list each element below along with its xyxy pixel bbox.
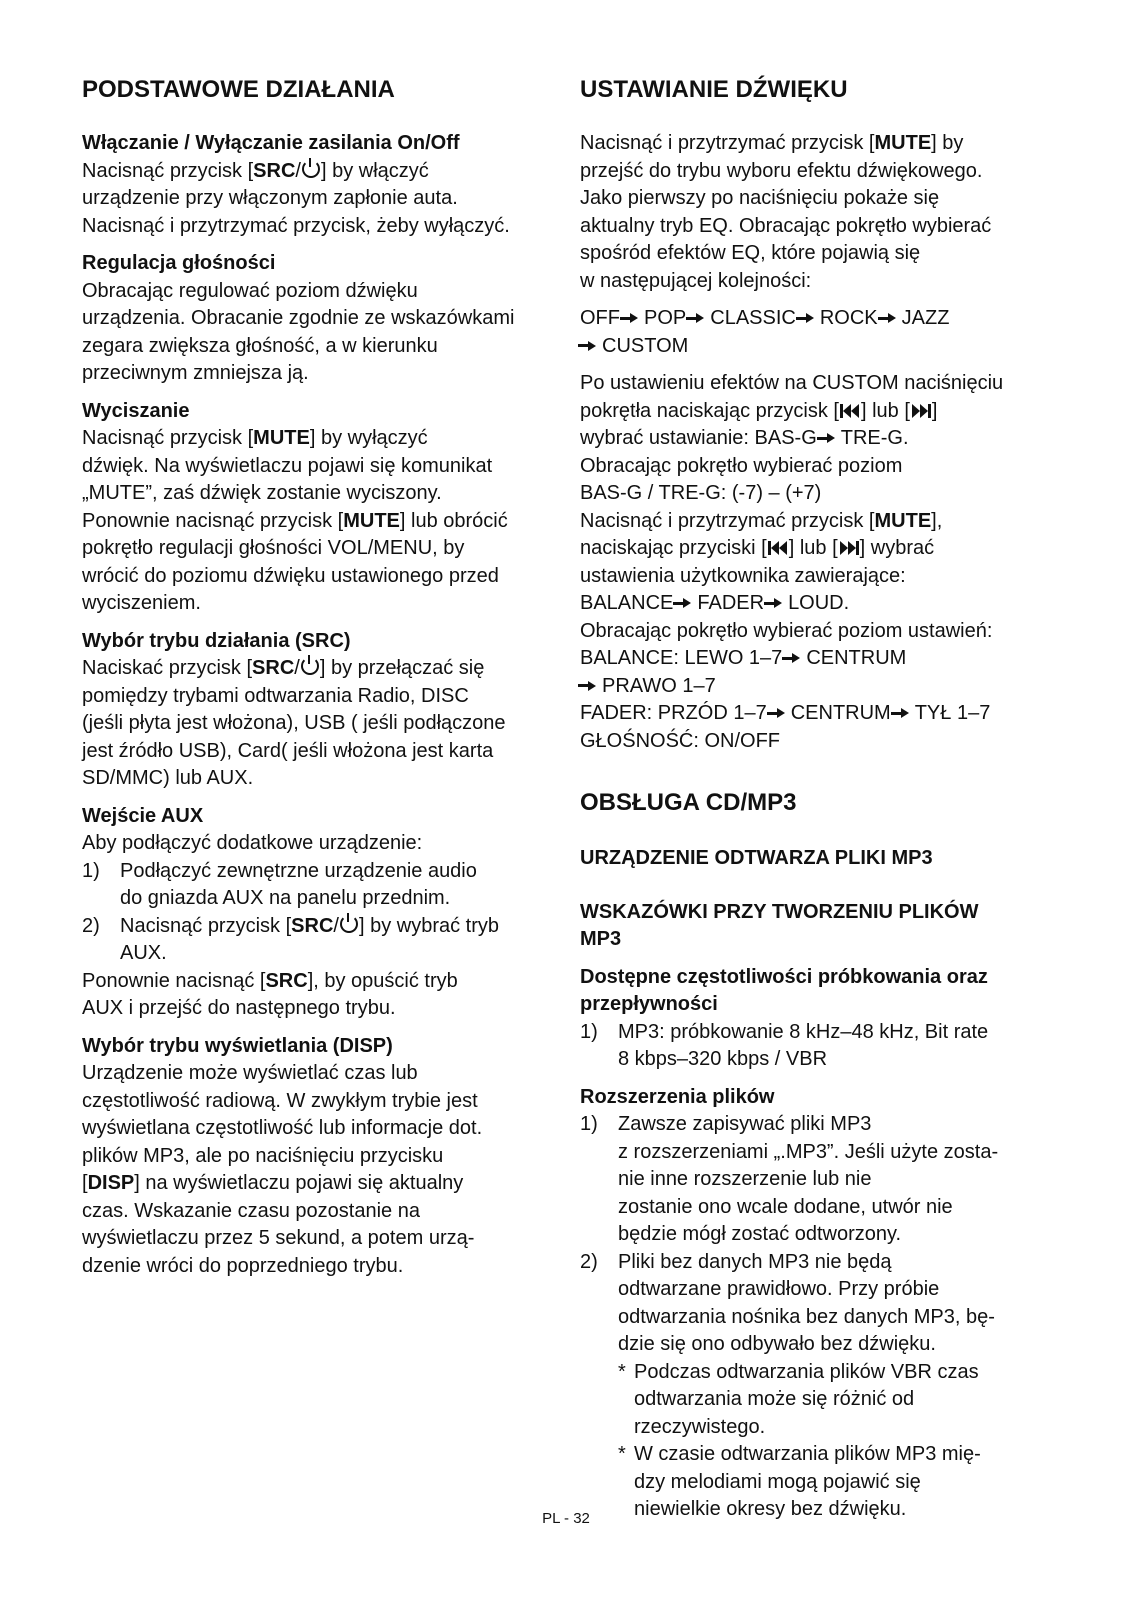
arrow-right-icon: [774, 598, 782, 608]
heading-mp3-plays: URZĄDZENIE ODTWARZA PLIKI MP3: [580, 847, 933, 869]
arrow-right-icon: [630, 313, 638, 323]
heading-volume: Regulacja głośności: [82, 252, 276, 274]
aux-text: Ponownie nacisnąć [SRC], by opuścić tryb AUX i przejść do następnego trybu.: [82, 969, 458, 1019]
heading-power: Włączanie / Wyłączanie zasilania On/Off: [82, 132, 460, 154]
list-item: 1) Podłączyć zewnętrzne urządzenie audio do gniazda AUX na panelu przednim.: [82, 859, 477, 909]
list-item: 2) Pliki bez danych MP3 nie będą odtwarzane prawidłowo. Przy próbie odtwarzania nośnika bez danych MP3, bę- dzie się ono odbywało bez dźwięku.: [580, 1250, 995, 1355]
power-icon: [302, 160, 320, 178]
section-title-cd: OBSŁUGA CD/MP3: [580, 789, 797, 816]
arrow-right-icon: [588, 341, 596, 351]
arrow-right-icon: [901, 708, 909, 718]
eq-sequence: OFF POP CLASSIC ROCK JAZZ CUSTOM: [580, 307, 950, 357]
arrow-right-icon: [683, 598, 691, 608]
list-item: 1) MP3: próbkowanie 8 kHz–48 kHz, Bit rate 8 kbps–320 kbps / VBR: [580, 1020, 989, 1070]
skip-forward-icon: [838, 540, 860, 556]
heading-extensions: Rozszerzenia plików: [580, 1085, 775, 1108]
arrow-right-icon: [696, 313, 704, 323]
power-icon: [301, 657, 319, 675]
heading-disp: Wybór trybu wyświetlania (DISP): [82, 1034, 393, 1057]
note-item: * Podczas odtwarzania plików VBR czas odtwarzania może się różnić od rzeczywistego.: [618, 1360, 979, 1438]
heading-mute: Wyciszanie: [82, 399, 190, 422]
heading-src: Wybór trybu działania (SRC): [82, 629, 351, 652]
skip-back-icon: [839, 403, 861, 419]
left-column: [82, 70, 562, 1280]
disp-text: Urządzenie może wyświetlać czas lub częstotliwość radiową. W zwykłym trybie jest wyświetlana częstotliwość lub informacje dot. plików MP3, ale po naciśnięciu przycisku [DISP] na wyświetlaczu pojawi się aktualny czas. Wskazanie czasu pozostanie na wyświetlaczu przez 5 sekund, a potem urzą- dzenie wróci do poprzedniego trybu.: [82, 1062, 483, 1277]
mute-text: Nacisnąć przycisk [MUTE] by wyłączyć dźwięk. Na wyświetlaczu pojawi się komunikat „MUTE”, zaś dźwięk zostanie wyciszony. Ponownie nacisnąć przycisk [MUTE] lub obrócić pokrętło regulacji głośności VOL/MENU, by wrócić do poziomu dźwięku ustawionego przed wyciszeniem.: [82, 427, 508, 614]
arrow-right-icon: [792, 653, 800, 663]
list-item: 1) Zawsze zapisywać pliki MP3 z rozszerzeniami „.MP3”. Jeśli użyte zosta- nie inne rozszerzenie lub nie zostanie ono wcale dodane, utwór nie będzie mógł zostać odtworzony.: [580, 1113, 999, 1245]
heading-aux: Wejście AUX: [82, 804, 204, 827]
src-text: Naciskać przycisk [SRC/ ] by przełączać się pomiędzy trybami odtwarzania Radio, DISC (jeśli płyta jest włożona), USB ( jeśli podłączone jest źródło USB), Card( jeśli włożona jest karta SD/MMC) lub AUX.: [82, 657, 506, 789]
right-column: [580, 70, 1050, 1524]
sound-intro: Nacisnąć i przytrzymać przycisk [MUTE] by przejść do trybu wyboru efektu dźwiękowego. Jako pierwszy po naciśnięciu pokaże się aktualny tryb EQ. Obracając pokrętło wybierać spośród efektów EQ, które pojawią się w następującej kolejności:: [580, 132, 992, 292]
note-item: * W czasie odtwarzania plików MP3 mię- dzy melodiami mogą pojawić się niewielkie okresy bez dźwięku.: [618, 1443, 981, 1520]
arrow-right-icon: [777, 708, 785, 718]
aux-intro: Aby podłączyć dodatkowe urządzenie:: [82, 832, 423, 854]
list-item: 2) Nacisnąć przycisk [SRC/ ] by wybrać tryb AUX.: [82, 914, 499, 964]
heading-mp3-tips: WSKAZÓWKI PRZY TWORZENIU PLIKÓW MP3: [580, 900, 979, 950]
power-icon: [340, 915, 358, 933]
skip-forward-icon: [910, 403, 932, 419]
custom-text: Po ustawieniu efektów na CUSTOM naciśnięciu pokrętła naciskając przycisk [ ] lub [ ] wybrać ustawianie: BAS-G TRE-G. Obracając pokrętło wybierać poziom BAS-G / TRE-G: (-7) – (+7) Nacisnąć i przytrzymać przycisk [MUTE], naciskając przyciski [ ] lub [ ] wybrać ustawienia użytkownika zawierające: BALANCE FADER LOUD. Obracając pokrętło wybierać poziom ustawień: BALANCE: LEWO 1–7 CENTRUM PRAWO 1–7 FADER: PRZÓD 1–7 CENTRUM TYŁ 1–7 GŁOŚNOŚĆ: ON/OFF: [580, 372, 1004, 752]
arrow-right-icon: [888, 313, 896, 323]
section-title-sound: USTAWIANIE DŹWIĘKU: [580, 76, 848, 103]
arrow-right-icon: [588, 681, 596, 691]
section-title-basic: PODSTAWOWE DZIAŁANIA: [82, 76, 395, 103]
page-number: PL - 32: [542, 1510, 590, 1527]
power-text: Nacisnąć przycisk [SRC/ ] by włączyć urządzenie przy włączonym zapłonie auta. Nacisnąć i przytrzymać przycisk, żeby wyłączyć.: [82, 159, 510, 237]
skip-back-icon: [767, 540, 789, 556]
heading-sampling: Dostępne częstotliwości próbkowania oraz przepływności: [580, 965, 988, 1015]
volume-text: Obracając regulować poziom dźwięku urządzenia. Obracanie zgodnie ze wskazówkami zegara zwiększa głośność, a w kierunku przeciwnym zmniejsza ją.: [82, 279, 515, 384]
arrow-right-icon: [806, 313, 814, 323]
arrow-right-icon: [827, 433, 835, 443]
